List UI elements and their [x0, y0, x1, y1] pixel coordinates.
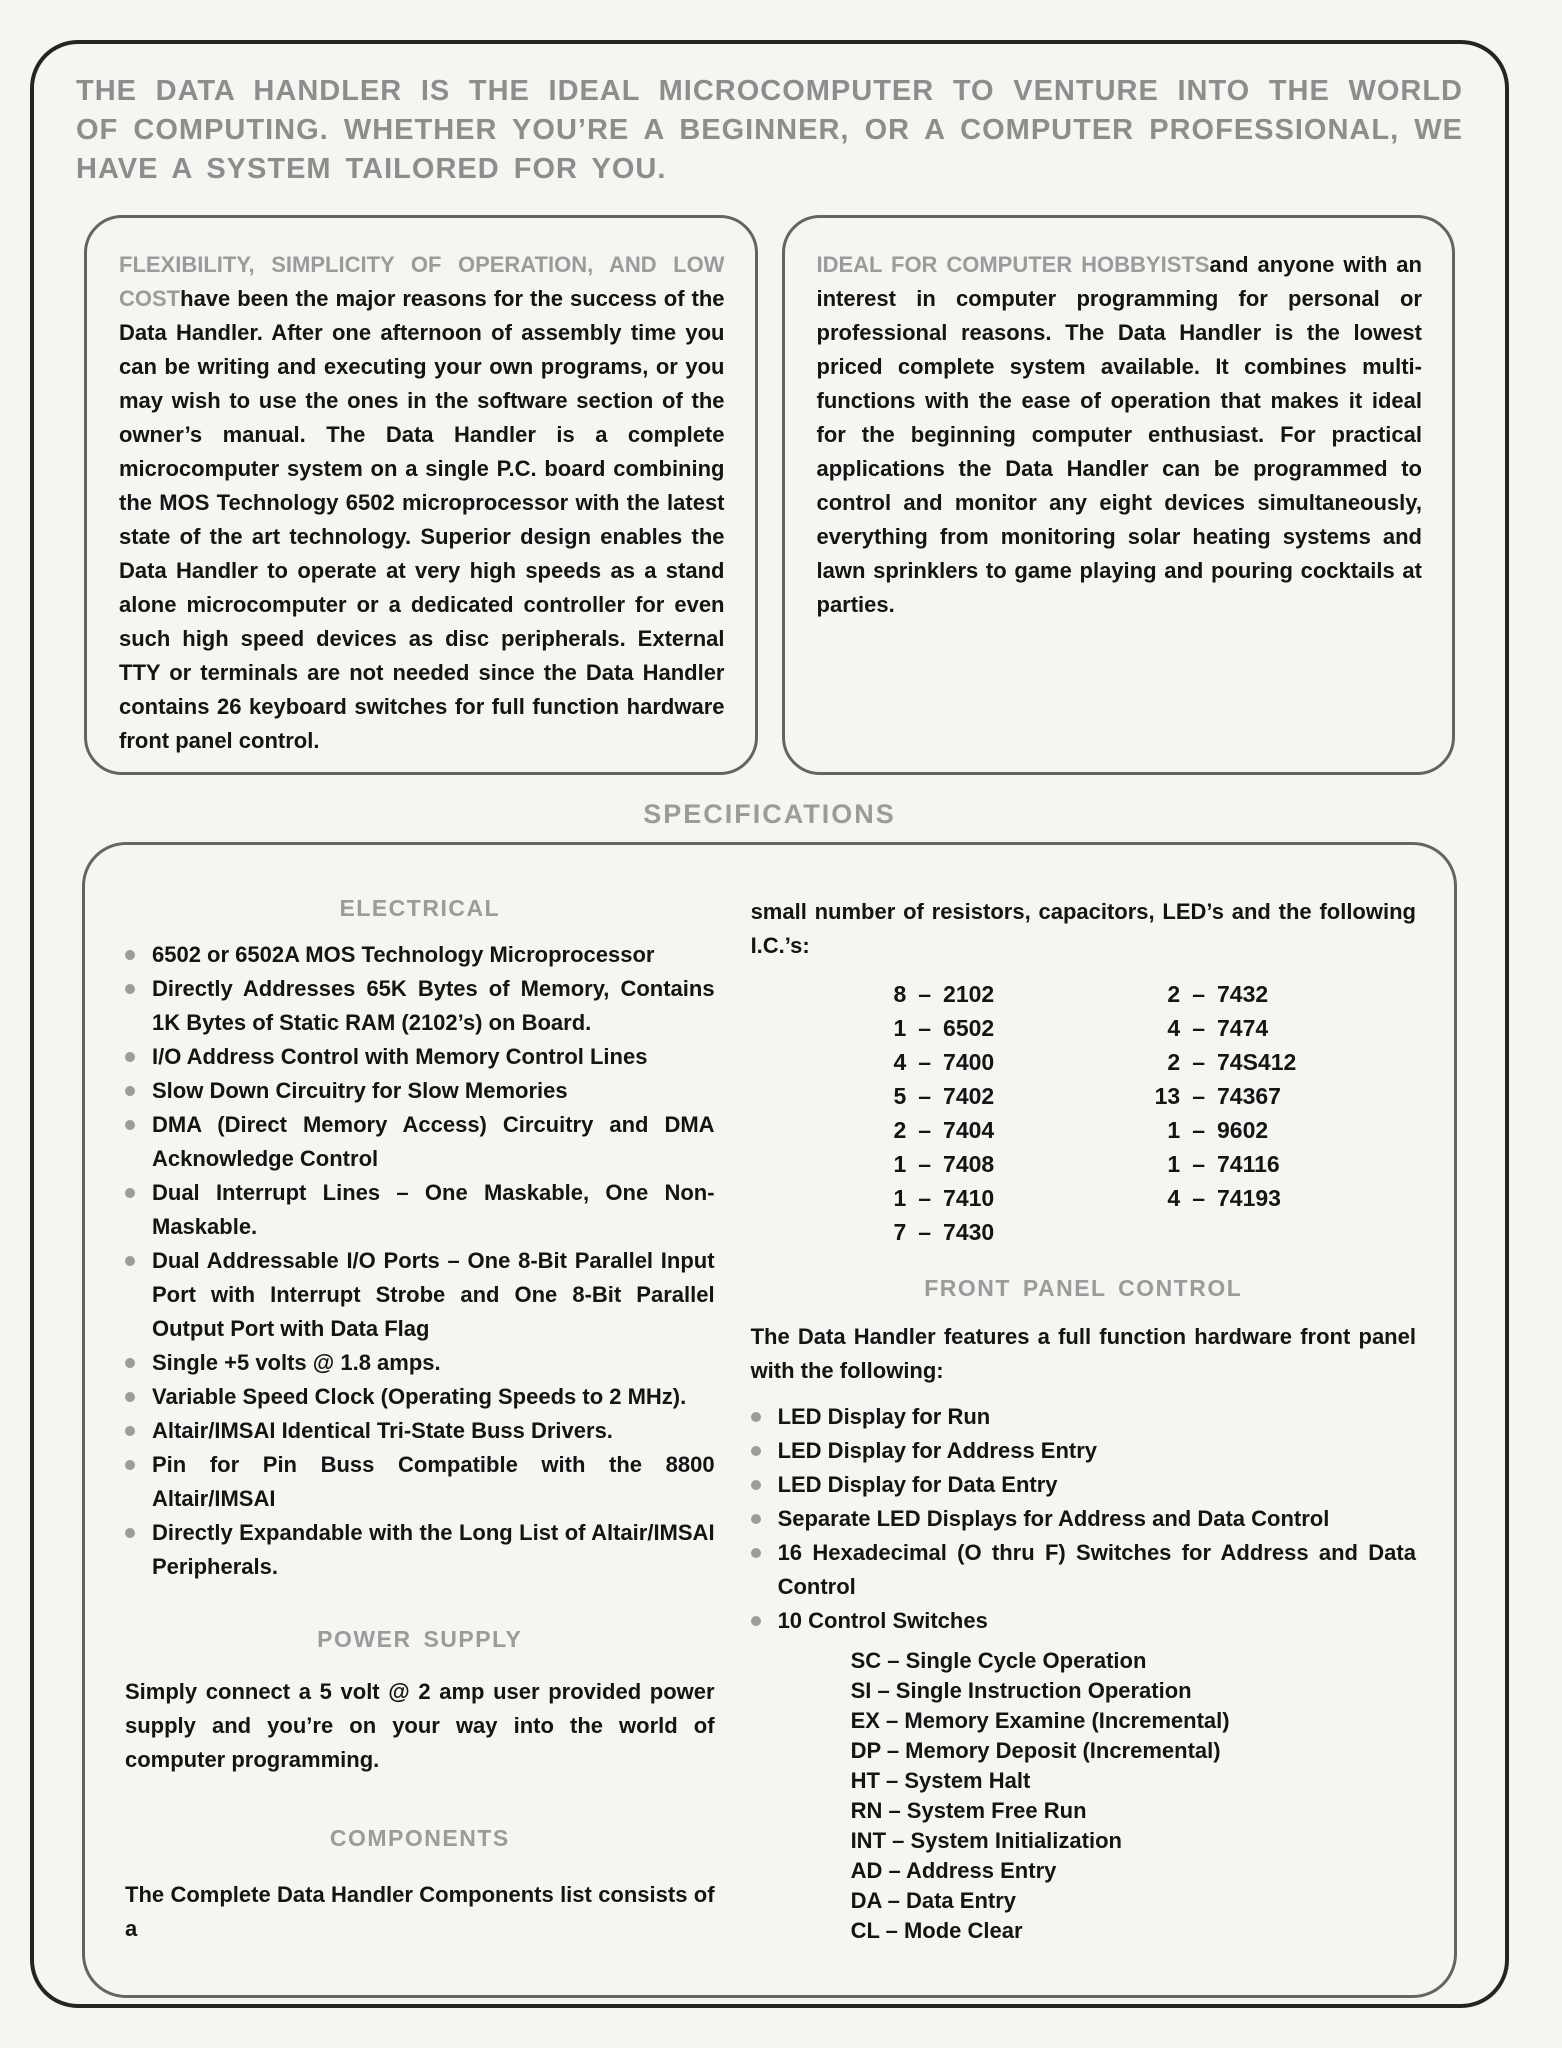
- specs-left-column: [111, 871, 737, 1975]
- ic-part: 2102: [943, 981, 995, 1007]
- bullet-icon: [751, 1548, 761, 1558]
- electrical-bullet-list: [125, 938, 715, 1584]
- ic-row: [870, 1181, 994, 1215]
- dash: –: [918, 981, 932, 1007]
- ic-qty: 2: [1167, 981, 1181, 1007]
- bullet-icon: [125, 1052, 135, 1062]
- ic-part: 6502: [943, 1015, 995, 1041]
- electrical-item: Pin for Pin Buss Compatible with the 8800 Altair/IMSAI: [152, 1452, 715, 1511]
- switch-item: RN – System Free Run: [850, 1798, 1087, 1823]
- ic-row: [870, 1215, 994, 1249]
- bullet-icon: [751, 1616, 761, 1626]
- ic-row: [1144, 977, 1296, 1011]
- switch-item: CL – Mode Clear: [850, 1918, 1023, 1943]
- dash: –: [1192, 1083, 1205, 1109]
- bullet-icon: [125, 1120, 135, 1130]
- list-item: [125, 1176, 715, 1244]
- list-item: [751, 1434, 1416, 1468]
- intro-box-hobbyists: [782, 215, 1456, 775]
- specifications-box: [82, 842, 1457, 1998]
- bullet-icon: [125, 1086, 135, 1096]
- switch-item: DP – Memory Deposit (Incremental): [850, 1738, 1221, 1763]
- front-panel-item: 16 Hexadecimal (O thru F) Switches for Address and Data Control: [777, 1540, 1416, 1599]
- list-item: [751, 1468, 1416, 1502]
- ic-column-2: [1144, 977, 1296, 1249]
- list-item: [125, 1108, 715, 1176]
- components-text-left: The Complete Data Handler Components list consists of a: [125, 1882, 715, 1941]
- list-item: [125, 1040, 715, 1074]
- dash: –: [918, 1049, 932, 1075]
- power-supply-heading: POWER SUPPLY: [317, 1626, 523, 1652]
- dash: –: [1192, 1015, 1205, 1041]
- bullet-icon: [751, 1480, 761, 1490]
- bullet-icon: [125, 1358, 135, 1368]
- electrical-item: DMA (Direct Memory Access) Circuitry and DMA Acknowledge Control: [152, 1112, 715, 1171]
- bullet-icon: [125, 984, 135, 994]
- bullet-icon: [125, 1528, 135, 1538]
- hobbyists-lead: IDEAL FOR COMPUTER HOBBYISTS: [816, 252, 1210, 277]
- ic-part: 7400: [943, 1049, 995, 1075]
- bullet-icon: [125, 1188, 135, 1198]
- specs-right-column: [737, 871, 1428, 1975]
- electrical-item: Slow Down Circuitry for Slow Memories: [152, 1078, 568, 1103]
- ic-part: 74116: [1217, 1151, 1280, 1177]
- ic-row: [870, 1113, 994, 1147]
- electrical-item: Directly Addresses 65K Bytes of Memory, Contains 1K Bytes of Static RAM (2102’s) on Board.: [152, 976, 715, 1035]
- ic-qty: 1: [1167, 1151, 1181, 1177]
- ic-qty: 2: [1167, 1049, 1181, 1075]
- list-item: [125, 972, 715, 1040]
- bullet-icon: [125, 1426, 135, 1436]
- dash: –: [918, 1117, 932, 1143]
- list-item: [125, 1074, 715, 1108]
- ic-row: [1144, 1113, 1296, 1147]
- electrical-item: Variable Speed Clock (Operating Speeds to 2 MHz).: [152, 1384, 687, 1409]
- ic-row: [870, 1147, 994, 1181]
- flexibility-lead: FLEXIBILITY, SIMPLICITY OF OPERATION, AND LOW COST: [119, 252, 725, 311]
- dash: –: [1192, 1185, 1205, 1211]
- bullet-icon: [125, 1460, 135, 1470]
- flexibility-body: have been the major reasons for the success of the Data Handler. After one afternoon of assembly time you can be writing and executing your own programs, or you may wish to use the ones in the software section of the owner’s manual. The Data Handler is a complete microcomputer system on a single P.C. board combining the MOS Technology 6502 microprocessor with the latest state of the art technology. Superior design enables the Data Handler to operate at very high speeds as a stand alone microcomputer or a dedicated controller for even such high speed devices as disc peripherals. External TTY or terminals are not needed since the Data Handler contains 26 keyboard switches for full function hardware front panel control.: [119, 286, 725, 753]
- ic-column-1: [870, 977, 994, 1249]
- electrical-item: Dual Addressable I/O Ports – One 8-Bit Parallel Input Port with Interrupt Strobe and One 8-Bit Parallel Output Port with Data Flag: [152, 1248, 715, 1341]
- bullet-icon: [125, 1256, 135, 1266]
- electrical-item: Single +5 volts @ 1.8 amps.: [152, 1350, 441, 1375]
- front-panel-item: 10 Control Switches: [777, 1608, 988, 1633]
- dash: –: [918, 1185, 932, 1211]
- dash: –: [1192, 1117, 1205, 1143]
- ic-part: 7432: [1217, 981, 1269, 1007]
- hobbyists-body: and anyone with an interest in computer programming for personal or professional reasons. The Data Handler is the lowest priced complete system available. It combines multi-functions with the ease of operation that makes it ideal for the beginning computer enthusiast. For practical applications the Data Handler can be programmed to control and monitor any eight devices simultaneously, everything from monitoring solar heating systems and lawn sprinklers to game playing and pouring cocktails at parties.: [816, 252, 1422, 617]
- dash: –: [1192, 1151, 1205, 1177]
- ic-qty: 1: [893, 1015, 907, 1041]
- ic-part: 7474: [1217, 1015, 1269, 1041]
- bullet-icon: [751, 1412, 761, 1422]
- ic-qty: 4: [893, 1049, 907, 1075]
- list-item: [125, 938, 715, 972]
- switch-item: AD – Address Entry: [850, 1858, 1057, 1883]
- electrical-item: Altair/IMSAI Identical Tri-State Buss Drivers.: [152, 1418, 613, 1443]
- switch-item: SI – Single Instruction Operation: [850, 1678, 1192, 1703]
- front-panel-bullet-list: [751, 1400, 1416, 1638]
- bullet-icon: [125, 1392, 135, 1402]
- components-heading: COMPONENTS: [329, 1825, 510, 1851]
- electrical-item: Dual Interrupt Lines – One Maskable, One Non-Maskable.: [152, 1180, 715, 1239]
- dash: –: [1192, 981, 1205, 1007]
- electrical-item: Directly Expandable with the Long List of Altair/IMSAI Peripherals.: [152, 1520, 715, 1579]
- dash: –: [1192, 1049, 1205, 1075]
- ic-qty: 4: [1167, 1185, 1181, 1211]
- switch-item: INT – System Initialization: [850, 1828, 1122, 1853]
- ic-qty: 4: [1167, 1015, 1181, 1041]
- ic-row: [870, 1079, 994, 1113]
- list-item: [125, 1380, 715, 1414]
- ic-qty: 8: [893, 981, 907, 1007]
- ic-qty: 1: [893, 1185, 907, 1211]
- front-panel-item: LED Display for Address Entry: [777, 1438, 1098, 1463]
- ic-row: [870, 1011, 994, 1045]
- switch-item: HT – System Halt: [850, 1768, 1031, 1793]
- list-item: [751, 1400, 1416, 1434]
- switch-item: EX – Memory Examine (Incremental): [850, 1708, 1230, 1733]
- ic-part: 7404: [943, 1117, 995, 1143]
- electrical-item: 6502 or 6502A MOS Technology Microprocessor: [152, 942, 655, 967]
- ic-part: 74S412: [1217, 1049, 1297, 1075]
- front-panel-item: Separate LED Displays for Address and Data Control: [777, 1506, 1330, 1531]
- page-headline: THE DATA HANDLER IS THE IDEAL MICROCOMPUTER TO VENTURE INTO THE WORLD OF COMPUTING. WHETHER YOU’RE A BEGINNER, OR A COMPUTER PROFESSIONAL, WE HAVE A SYSTEM TAILORED FOR YOU.: [76, 75, 1463, 185]
- ic-qty: 5: [893, 1083, 907, 1109]
- control-switch-list: [851, 1646, 1416, 1946]
- ic-part: 74193: [1217, 1185, 1281, 1211]
- switch-item: DA – Data Entry: [850, 1888, 1017, 1913]
- ic-row: [1144, 1147, 1296, 1181]
- list-item: [125, 1414, 715, 1448]
- ic-row: [1144, 1079, 1296, 1113]
- intro-box-flexibility: [84, 215, 758, 775]
- ic-part: 7430: [943, 1219, 995, 1245]
- front-panel-intro: The Data Handler features a full function hardware front panel with the following:: [750, 1324, 1416, 1383]
- ic-row: [1144, 1011, 1296, 1045]
- ic-qty: 13: [1154, 1083, 1181, 1109]
- ic-part: 74367: [1217, 1083, 1281, 1109]
- list-item: [125, 1448, 715, 1516]
- list-item: [125, 1516, 715, 1584]
- ic-qty: 7: [893, 1219, 907, 1245]
- electrical-heading: ELECTRICAL: [339, 895, 501, 921]
- ic-row: [870, 977, 994, 1011]
- dash: –: [918, 1015, 932, 1041]
- ic-part: 7408: [943, 1151, 995, 1177]
- ic-part: 7402: [943, 1083, 995, 1109]
- bullet-icon: [751, 1446, 761, 1456]
- ic-part: 9602: [1217, 1117, 1269, 1143]
- list-item: [751, 1502, 1416, 1536]
- power-supply-text: Simply connect a 5 volt @ 2 amp user provided power supply and you’re on your way into the world of computer programming.: [125, 1679, 715, 1772]
- switch-item: SC – Single Cycle Operation: [850, 1648, 1147, 1673]
- bullet-icon: [751, 1514, 761, 1524]
- front-panel-heading: FRONT PANEL CONTROL: [924, 1275, 1243, 1301]
- page-border-frame: [30, 40, 1509, 2008]
- ic-qty: 1: [1167, 1117, 1181, 1143]
- ic-row: [870, 1045, 994, 1079]
- ic-qty: 1: [893, 1151, 907, 1177]
- dash: –: [918, 1151, 932, 1177]
- intro-boxes-row: [84, 215, 1455, 775]
- list-item: [125, 1244, 715, 1346]
- ic-part: 7410: [943, 1185, 995, 1211]
- front-panel-item: LED Display for Run: [777, 1404, 991, 1429]
- dash: –: [918, 1083, 932, 1109]
- specifications-title: SPECIFICATIONS: [643, 799, 896, 829]
- electrical-item: I/O Address Control with Memory Control Lines: [152, 1044, 648, 1069]
- list-item: [751, 1604, 1416, 1638]
- front-panel-item: LED Display for Data Entry: [777, 1472, 1058, 1497]
- bullet-icon: [125, 950, 135, 960]
- dash: –: [918, 1219, 932, 1245]
- ic-row: [1144, 1045, 1296, 1079]
- ic-qty: 2: [893, 1117, 907, 1143]
- list-item: [751, 1536, 1416, 1604]
- ic-row: [1144, 1181, 1296, 1215]
- ic-list: [751, 977, 1416, 1249]
- list-item: [125, 1346, 715, 1380]
- components-text-right: small number of resistors, capacitors, LED’s and the following I.C.’s:: [750, 899, 1416, 958]
